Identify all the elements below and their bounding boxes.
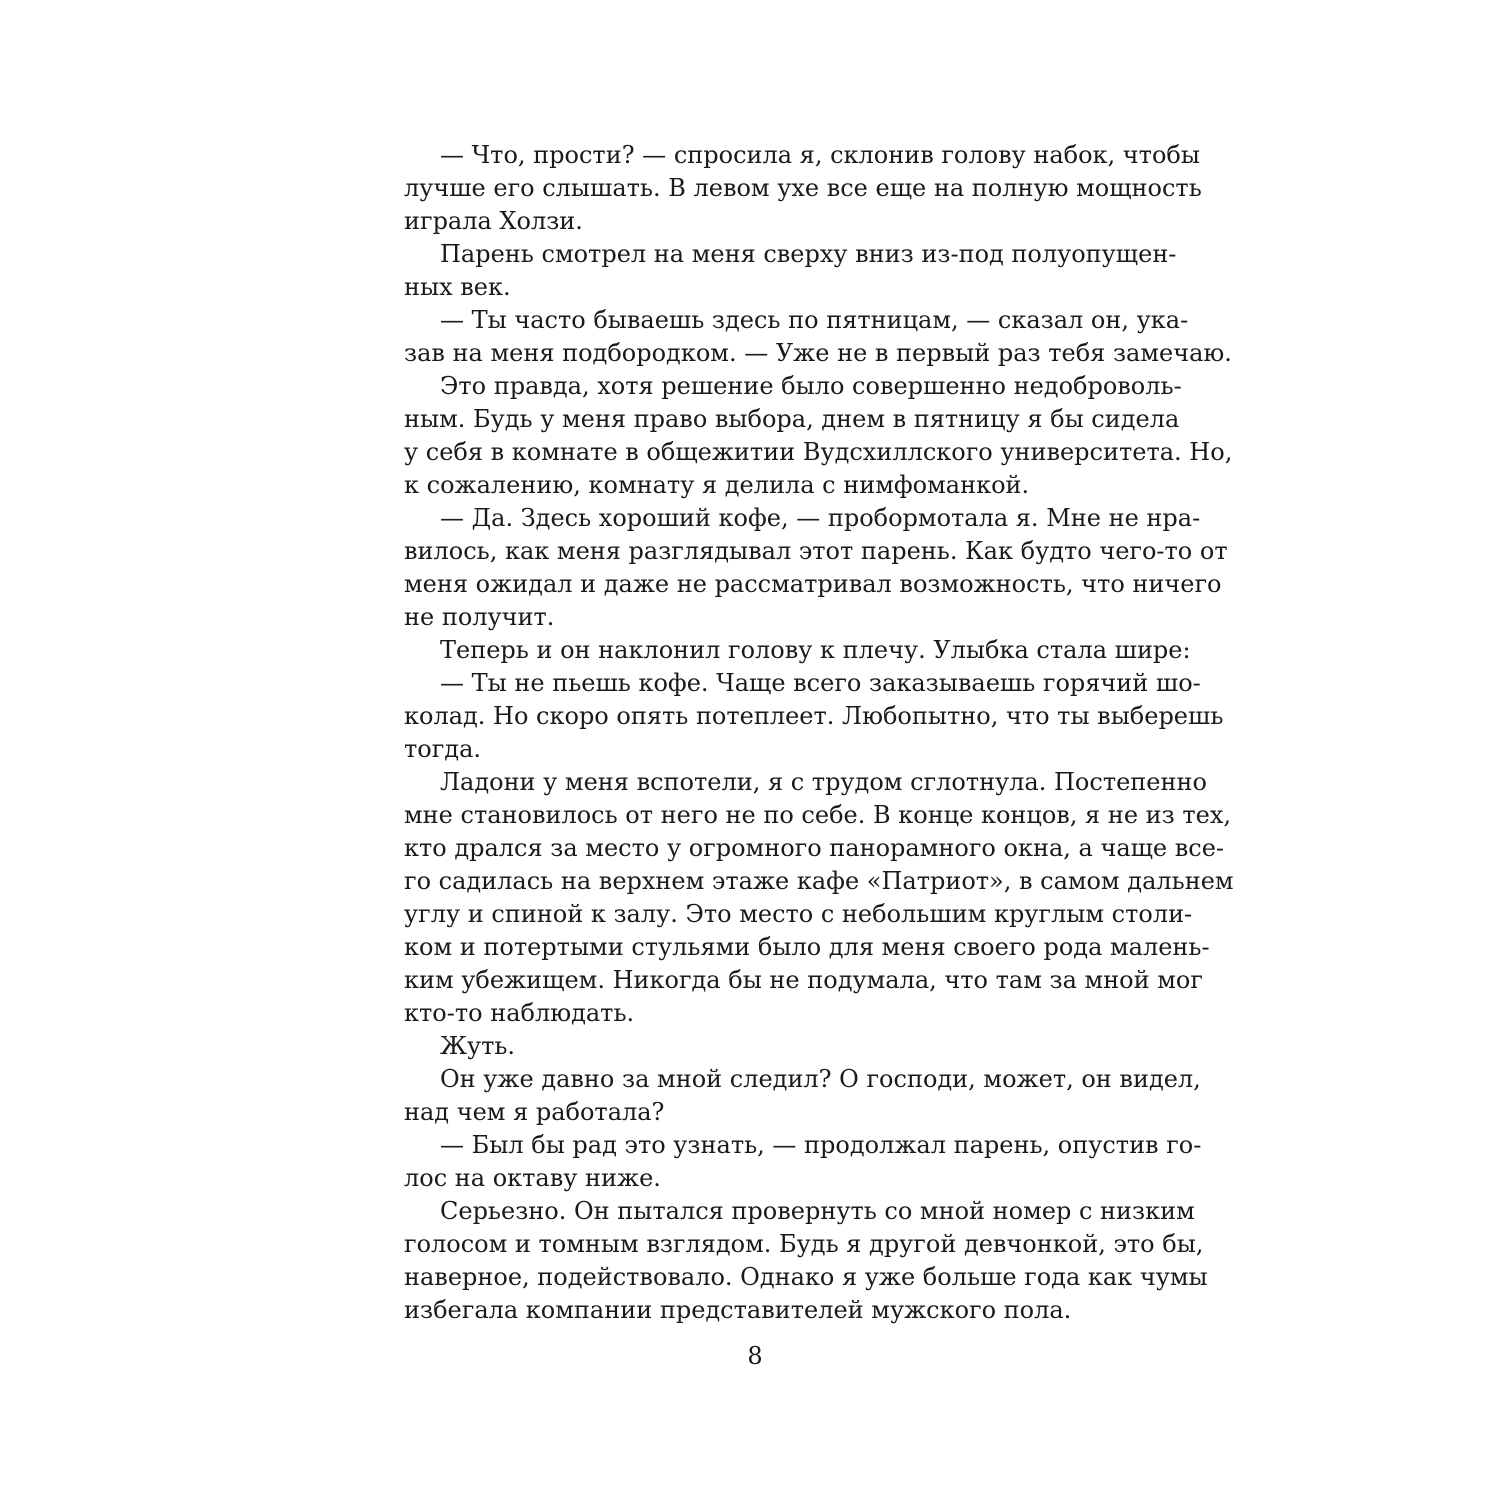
text-line: над чем я работала? — [404, 1098, 665, 1126]
text-line: углу и спиной к залу. Это место с небольшим круглым столи- — [404, 900, 1193, 928]
text-line: Он уже давно за мной следил? О господи, может, он видел, — [440, 1065, 1201, 1093]
text-line: Парень смотрел на меня сверху вниз из-под полуопущен- — [440, 240, 1177, 268]
text-line: ком и потертыми стульями было для меня своего рода малень- — [404, 933, 1210, 961]
page-number: 8 — [747, 1342, 763, 1370]
text-line: — Ты не пьешь кофе. Чаще всего заказываешь горячий шо- — [440, 669, 1201, 697]
text-line: голосом и томным взглядом. Будь я другой девчонкой, это бы, — [404, 1230, 1204, 1258]
text-line: Теперь и он наклонил голову к плечу. Улыбка стала шире: — [440, 636, 1191, 664]
text-line: ных век. — [404, 273, 511, 301]
text-line: лос на октаву ниже. — [404, 1164, 661, 1192]
text-line: меня ожидал и даже не рассматривал возможность, что ничего — [404, 570, 1222, 598]
text-line: не получит. — [404, 603, 555, 631]
text-line: — Был бы рад это узнать, — продолжал парень, опустив го- — [440, 1131, 1202, 1159]
text-line: го садилась на верхнем этаже кафе «Патриот», в самом дальнем — [404, 867, 1234, 895]
text-line: Ладони у меня вспотели, я с трудом сглотнула. Постепенно — [440, 768, 1207, 796]
text-line: играла Холзи. — [404, 207, 583, 235]
text-line: лучше его слышать. В левом ухе все еще на полную мощность — [404, 174, 1202, 202]
text-line: кто-то наблюдать. — [404, 999, 635, 1027]
text-line: мне становилось от него не по себе. В конце концов, я не из тех, — [404, 801, 1232, 829]
text-line: Жуть. — [440, 1032, 516, 1060]
text-line: колад. Но скоро опять потеплеет. Любопытно, что ты выберешь — [404, 702, 1224, 730]
text-line: Серьезно. Он пытался провернуть со мной номер с низким — [440, 1197, 1195, 1225]
text-line: избегала компании представителей мужского пола. — [404, 1296, 1072, 1324]
text-line: кто дрался за место у огромного панорамного окна, а чаще все- — [404, 834, 1225, 862]
text-line: у себя в комнате в общежитии Вудсхиллского университета. Но, — [404, 438, 1233, 466]
text-line: — Да. Здесь хороший кофе, — пробормотала я. Мне не нра- — [440, 504, 1201, 532]
text-line: зав на меня подбородком. — Уже не в первый раз тебя замечаю. — [404, 339, 1232, 367]
text-line: ным. Будь у меня право выбора, днем в пятницу я бы сидела — [404, 405, 1180, 433]
text-line: — Ты часто бываешь здесь по пятницам, — сказал он, ука- — [440, 306, 1189, 334]
text-line: — Что, прости? — спросила я, склонив голову набок, чтобы — [440, 141, 1200, 169]
text-line: наверное, подействовало. Однако я уже больше года как чумы — [404, 1263, 1208, 1291]
text-line: Это правда, хотя решение было совершенно недоброволь- — [440, 372, 1182, 400]
text-line: вилось, как меня разглядывал этот парень. Как будто чего-то от — [404, 537, 1228, 565]
text-line: к сожалению, комнату я делила с нимфоманкой. — [404, 471, 1030, 499]
text-line: тогда. — [404, 735, 482, 763]
text-line: ким убежищем. Никогда бы не подумала, что там за мной мог — [404, 966, 1203, 994]
